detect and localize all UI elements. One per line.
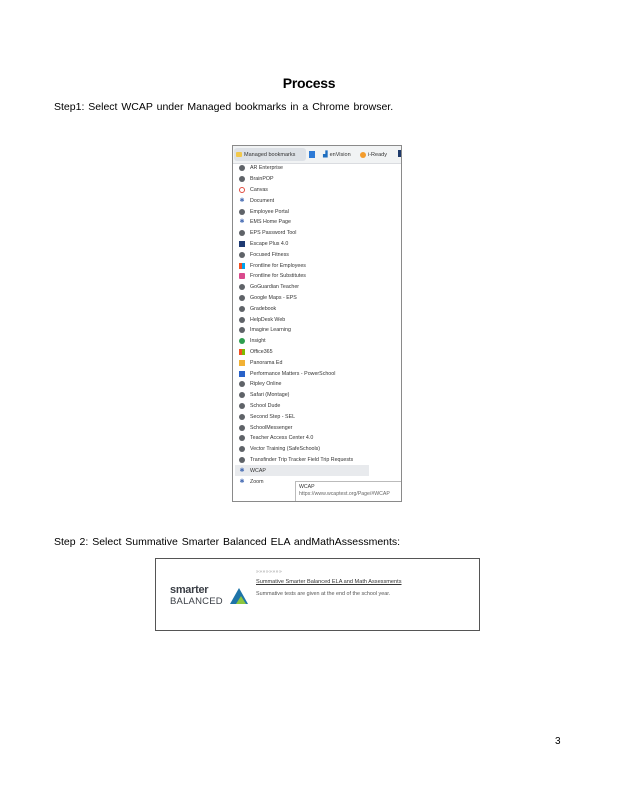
menu-item-label: Focused Fitness bbox=[250, 251, 289, 258]
bookmark-iready[interactable] bbox=[360, 149, 387, 160]
menu-item-panorama[interactable] bbox=[235, 357, 369, 368]
escape-icon bbox=[239, 241, 245, 247]
menu-item-label: HelpDesk Web bbox=[250, 316, 286, 323]
menu-item-label: Performance Matters - PowerSchool bbox=[250, 370, 336, 377]
menu-item-office365[interactable] bbox=[235, 347, 369, 358]
summative-assessments-link[interactable]: Summative Smarter Balanced ELA and Math Assessments bbox=[256, 579, 402, 585]
menu-item-label: Office365 bbox=[250, 348, 273, 355]
menu-item-frontline-employees[interactable] bbox=[235, 260, 369, 271]
chart-icon: ▟ bbox=[323, 152, 328, 158]
menu-item-label: Ripley Online bbox=[250, 381, 282, 388]
step-2-text: Step 2: Select Summative Smarter Balanced ELA andMathAssessments: bbox=[54, 536, 401, 548]
menu-item-ar-enterprise[interactable] bbox=[235, 163, 369, 174]
menu-item-label: Google Maps - EPS bbox=[250, 294, 297, 301]
menu-item-label: Transfinder Trip Tracker Field Trip Requests bbox=[250, 456, 354, 463]
menu-item-teacher-access[interactable] bbox=[235, 433, 369, 444]
globe-icon bbox=[239, 403, 245, 409]
assessment-description: Summative tests are given at the end of the school year. bbox=[256, 591, 391, 597]
globe-icon bbox=[239, 381, 245, 387]
menu-item-label: BrainPOP bbox=[250, 176, 274, 183]
bookmark-iready-label: i-Ready bbox=[368, 151, 387, 158]
menu-item-label: GoGuardian Teacher bbox=[250, 284, 300, 291]
globe-icon bbox=[239, 252, 245, 258]
menu-item-label: Gradebook bbox=[250, 305, 277, 312]
menu-item-label: Teacher Access Center 4.0 bbox=[250, 435, 314, 442]
document-title: Process bbox=[282, 75, 336, 91]
menu-item-label: Panorama Ed bbox=[250, 359, 283, 366]
globe-icon bbox=[239, 425, 245, 431]
globe-icon bbox=[239, 176, 245, 182]
menu-item-helpdesk[interactable] bbox=[235, 314, 369, 325]
menu-item-label: Zoom bbox=[250, 478, 264, 485]
triangle-inner-icon bbox=[236, 596, 246, 604]
menu-item-frontline-subs[interactable] bbox=[235, 271, 369, 282]
menu-item-label: SchoolMessenger bbox=[250, 424, 293, 431]
globe-icon bbox=[239, 295, 245, 301]
smarter-balanced-logo bbox=[170, 585, 250, 609]
pm-icon bbox=[239, 371, 245, 377]
menu-item-label: Insight bbox=[250, 338, 266, 345]
menu-item-label: Second Step - SEL bbox=[250, 413, 296, 420]
globe-icon bbox=[239, 414, 245, 420]
menu-item-label: WCAP bbox=[250, 467, 266, 474]
step-1-text: Step1: Select WCAP under Managed bookmarks in a Chrome browser. bbox=[54, 101, 394, 113]
bookmark-blue-icon bbox=[309, 151, 315, 158]
globe-icon bbox=[239, 446, 245, 452]
menu-item-label: Canvas bbox=[250, 186, 268, 193]
menu-item-label: Safari (Montage) bbox=[250, 392, 290, 399]
bookmark-envision-label: enVision bbox=[329, 151, 351, 158]
menu-item-label: Document bbox=[250, 197, 275, 204]
managed-bookmarks-label: Managed bookmarks bbox=[244, 151, 296, 158]
frontline-icon bbox=[239, 263, 245, 269]
star-icon: ✱ bbox=[239, 219, 245, 226]
menu-item-label: EPS Password Tool bbox=[250, 230, 297, 237]
menu-item-wcap[interactable] bbox=[235, 465, 369, 476]
menu-item-label: Escape Plus 4.0 bbox=[250, 240, 289, 247]
globe-icon bbox=[239, 327, 245, 333]
menu-item-safari[interactable] bbox=[235, 390, 369, 401]
tooltip-url: https://www.wcaptest.org/Page/#WCAP bbox=[299, 491, 390, 497]
menu-item-brainpop[interactable] bbox=[235, 174, 369, 185]
managed-bookmarks-dropdown bbox=[235, 163, 369, 487]
breadcrumb: »»»»»»»» bbox=[256, 569, 283, 575]
bookmark-tooltip bbox=[295, 481, 402, 502]
star-icon: ✱ bbox=[239, 467, 245, 474]
menu-item-second-step[interactable] bbox=[235, 411, 369, 422]
globe-icon bbox=[239, 165, 245, 171]
folder-icon bbox=[236, 152, 242, 157]
menu-item-label: School Dude bbox=[250, 402, 281, 409]
canvas-icon bbox=[239, 187, 245, 193]
menu-item-label: Employee Portal bbox=[250, 208, 289, 215]
menu-item-ems-home[interactable] bbox=[235, 217, 369, 228]
bookmarks-bar bbox=[233, 146, 402, 164]
globe-icon bbox=[239, 435, 245, 441]
menu-item-label: Imagine Learning bbox=[250, 327, 291, 334]
menu-item-employee-portal[interactable] bbox=[235, 206, 369, 217]
logo-text-bottom: BALANCED bbox=[170, 596, 223, 607]
globe-icon bbox=[239, 284, 245, 290]
chrome-bookmarks-screenshot bbox=[232, 145, 402, 502]
menu-item-ripley[interactable] bbox=[235, 379, 369, 390]
menu-item-goguardian[interactable] bbox=[235, 282, 369, 293]
tooltip-title: WCAP bbox=[299, 484, 315, 490]
menu-item-eps-password[interactable] bbox=[235, 228, 369, 239]
globe-icon bbox=[239, 209, 245, 215]
page-number: 3 bbox=[555, 736, 561, 747]
managed-bookmarks-folder[interactable] bbox=[234, 148, 306, 161]
globe-icon bbox=[239, 457, 245, 463]
menu-item-canvas[interactable] bbox=[235, 185, 369, 196]
office-icon bbox=[239, 349, 245, 355]
menu-item-school-dude[interactable] bbox=[235, 401, 369, 412]
menu-item-label: Frontline for Employees bbox=[250, 262, 306, 269]
globe-icon bbox=[239, 306, 245, 312]
smarter-balanced-screenshot bbox=[155, 558, 480, 631]
menu-item-insight[interactable] bbox=[235, 336, 369, 347]
menu-item-escape-plus[interactable] bbox=[235, 239, 369, 250]
frontline-sub-icon bbox=[239, 273, 245, 279]
menu-item-performance-matters[interactable] bbox=[235, 368, 369, 379]
menu-item-gradebook[interactable] bbox=[235, 303, 369, 314]
menu-item-imagine-learning[interactable] bbox=[235, 325, 369, 336]
globe-icon bbox=[239, 317, 245, 323]
star-icon: ✱ bbox=[239, 197, 245, 204]
bookmark-envision[interactable] bbox=[323, 149, 351, 160]
bookmark-navy-icon bbox=[398, 150, 402, 157]
menu-item-schoolmessenger[interactable] bbox=[235, 422, 369, 433]
menu-item-google-maps[interactable] bbox=[235, 293, 369, 304]
menu-item-vector-training[interactable] bbox=[235, 444, 369, 455]
menu-item-label: AR Enterprise bbox=[250, 165, 283, 172]
insight-icon bbox=[239, 338, 245, 344]
menu-item-label: EMS Home Page bbox=[250, 219, 291, 226]
menu-item-document[interactable] bbox=[235, 195, 369, 206]
globe-icon bbox=[239, 392, 245, 398]
logo-text-top: smarter bbox=[170, 584, 209, 596]
iready-icon bbox=[360, 152, 366, 158]
panorama-icon bbox=[239, 360, 245, 366]
globe-icon bbox=[239, 230, 245, 236]
menu-item-focused-fitness[interactable] bbox=[235, 249, 369, 260]
menu-item-transfinder[interactable] bbox=[235, 455, 369, 466]
menu-item-label: Vector Training (SafeSchools) bbox=[250, 446, 321, 453]
star-icon: ✱ bbox=[239, 478, 245, 485]
menu-item-label: Frontline for Substitutes bbox=[250, 273, 306, 280]
